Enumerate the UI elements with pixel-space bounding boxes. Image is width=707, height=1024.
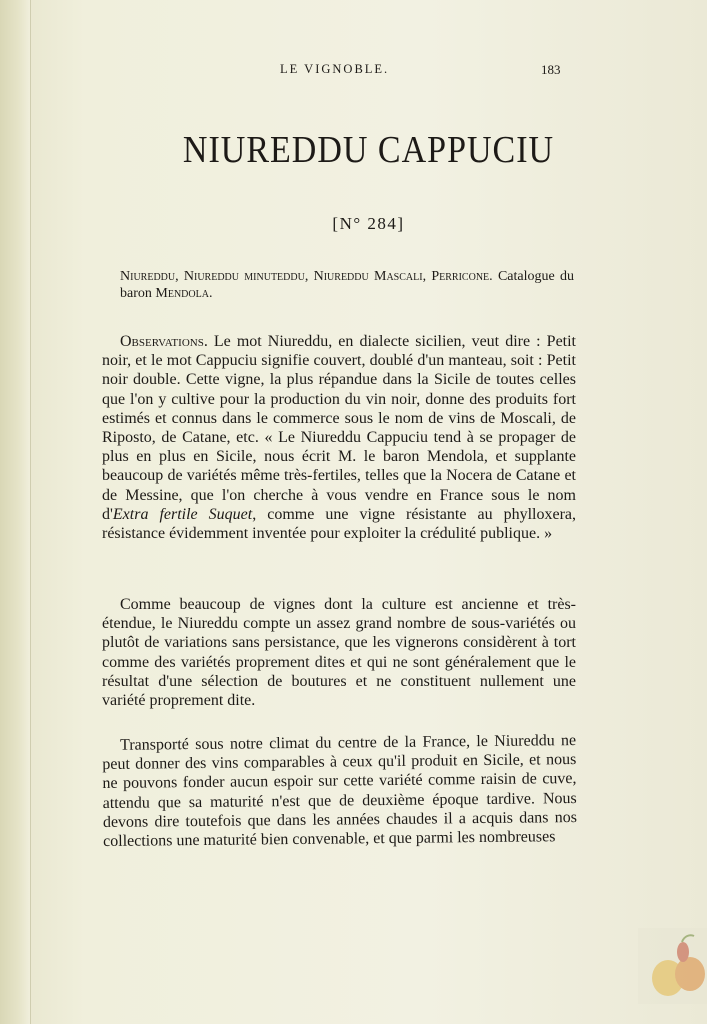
running-title: LE VIGNOBLE. (280, 62, 390, 76)
page-edge (0, 0, 31, 1024)
catalogue-source-suffix: . (208, 286, 213, 301)
book-page (30, 0, 707, 1024)
running-head (30, 62, 707, 80)
paragraph-sub-varieties (102, 595, 576, 710)
page-title: NIUREDDU CAPPUCIU (182, 129, 555, 172)
observations-italic: Extra fertile Suquet (112, 505, 253, 523)
paragraph-3-text: Transporté sous notre climat du centre de la France, le Niureddu ne peut donner des vins comparables à ceux qu'il produit en Sicile, et nous ne pouvons fonder aucun espoir sur cette variété comme raisin de cuve, attendu que sa maturité n'est que de deuxième époque tardive. Nous devons dire toutefois que dans les années chaudes il a acquis dans nos collections une maturité bien convenable, et que parmi les nombreuses (102, 732, 577, 851)
paragraph-2-text: Comme beaucoup de vignes dont la culture est ancienne et très-étendue, le Niureddu compte un assez grand nombre de sous-variétés ou plutôt de variations sans persistance, que les vignerons considèrent à tort comme des variétés proprement dites et qui ne sont généralement que le résultat d'une sélection de boutures et ne constituent nullement une variété proprement dite. (102, 596, 576, 710)
synonyms-line (120, 268, 574, 302)
paragraph-climate (102, 731, 577, 851)
catalogue-source-name: Mendola (155, 286, 209, 301)
observations-paragraph (102, 332, 576, 543)
synonym-names: Niureddu, Niureddu minuteddu, Niureddu Mascali, Perricone. (120, 269, 493, 284)
entry-number: [N° 284] (332, 214, 405, 233)
observations-text-2: , comme une vigne résistante au phylloxera, résistance évidemment inventée pour exploiter la crédulité publique. » (102, 505, 577, 543)
fruit-logo-icon (638, 928, 707, 1004)
observations-label: Observations. (120, 333, 208, 350)
page-number: 183 (541, 62, 561, 77)
observations-text-1: Le mot Niureddu, en dialecte sicilien, veut dire : Petit noir, et le mot Cappuciu signifie couvert, doublé d'un manteau, soit : Petit noir double. Cette vigne, la plus répandue dans la Sicile de toutes celles que l'on y cultive pour la production du vin noir, donne des produits fort estimés et connus dans le commerce sous le nom de vins de Moscali, de Riposto, de Catane, etc. « Le Niureddu Cappuciu tend à se propager de plus en plus en Sicile, nous écrit M. le baron Mendola, et supplante beaucoup de variétés même très-fertiles, telles que la Nocera de Catane et de Messine, que l'on cherche à vous vendre en France sous le nom d' (102, 333, 576, 523)
catalogue-source-prefix: Catalogue du baron (120, 269, 574, 301)
